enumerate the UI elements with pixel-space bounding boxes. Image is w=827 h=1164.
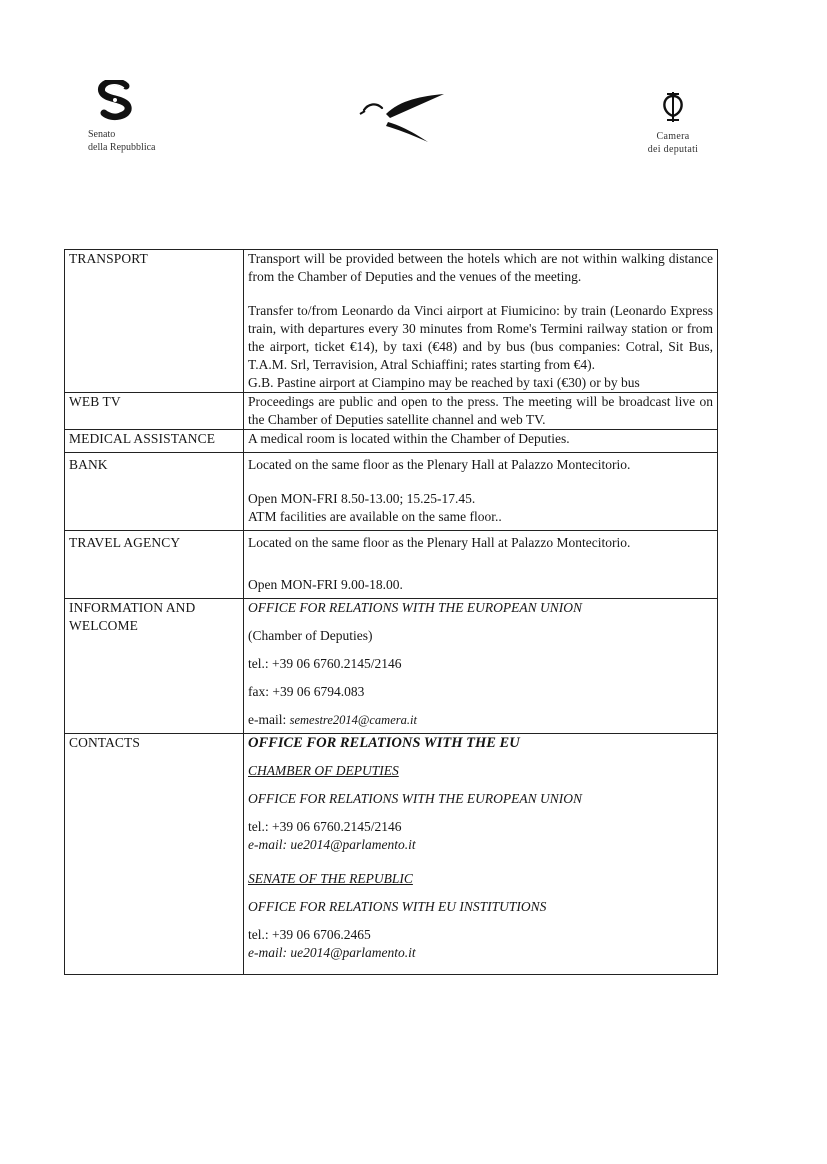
row-content-contacts (244, 734, 718, 975)
information-table (64, 249, 718, 975)
information-email-link[interactable]: semestre2014@camera.it (289, 713, 417, 727)
information-office: OFFICE FOR RELATIONS WITH THE EUROPEAN UNION (248, 600, 582, 615)
contacts-senate-email[interactable]: e-mail: ue2014@parlamento.it (248, 945, 416, 960)
information-chamber: (Chamber of Deputies) (248, 628, 373, 643)
row-label-information: INFORMATION AND WELCOME (65, 599, 244, 734)
row-label-travel: TRAVEL AGENCY (65, 531, 244, 599)
row-content-bank (244, 453, 718, 531)
medical-paragraph: A medical room is located within the Chamber of Deputies. (248, 431, 570, 446)
senato-caption-line2: della Repubblica (88, 142, 156, 153)
senato-logo (88, 80, 198, 153)
table-row-contacts (65, 734, 718, 975)
camera-emblem-icon (658, 90, 688, 124)
webtv-paragraph: Proceedings are public and open to the press. The meeting will be broadcast live on the Chamber of Deputies satellite channel and web TV. (248, 394, 713, 427)
information-email-label: e-mail: (248, 712, 290, 727)
senato-emblem-icon (88, 80, 144, 122)
table-row-travel (65, 531, 718, 599)
table-row-information (65, 599, 718, 734)
row-label-medical: MEDICAL ASSISTANCE (65, 430, 244, 453)
row-label-bank: BANK (65, 453, 244, 531)
contacts-chamber-office: OFFICE FOR RELATIONS WITH THE EUROPEAN UNION (248, 791, 582, 806)
travel-hours: Open MON-FRI 9.00-18.00. (248, 577, 403, 592)
information-email-line (248, 711, 713, 729)
information-fax: fax: +39 06 6794.083 (248, 684, 365, 699)
contacts-senate-tel: tel.: +39 06 6706.2465 (248, 927, 371, 942)
row-content-travel (244, 531, 718, 599)
table-row-webtv (65, 393, 718, 430)
table-row-bank (65, 453, 718, 531)
presidency-logo (356, 90, 448, 150)
row-content-transport (244, 250, 718, 393)
transport-paragraph-fiumicino: Transfer to/from Leonardo da Vinci airport at Fiumicino: by train (Leonardo Express train, with departures every 30 minutes from Rome's Termini railway station or from the airport, ticket €14), by taxi (€48) and by bus (bus companies: Cotral, Sit Bus, T.A.M. Srl, Terravision, Atral Schiaffini; rates starting from €4). (248, 303, 713, 372)
contacts-senate-office: OFFICE FOR RELATIONS WITH EU INSTITUTIONS (248, 899, 547, 914)
table-row-medical (65, 430, 718, 453)
camera-caption-line1: Camera (656, 131, 690, 142)
bank-location: Located on the same floor as the Plenary Hall at Palazzo Montecitorio. (248, 457, 631, 472)
row-label-webtv: WEB TV (65, 393, 244, 430)
travel-location: Located on the same floor as the Plenary Hall at Palazzo Montecitorio. (248, 535, 631, 550)
transport-paragraph-hotels: Transport will be provided between the hotels which are not within walking distance from the Chamber of Deputies and the venues of the meeting. (248, 251, 713, 284)
table-row-transport (65, 250, 718, 393)
contacts-chamber-heading: CHAMBER OF DEPUTIES (248, 763, 399, 778)
swallow-logo-icon (356, 90, 448, 150)
contacts-chamber-tel: tel.: +39 06 6760.2145/2146 (248, 819, 402, 834)
row-content-webtv (244, 393, 718, 430)
bank-atm: ATM facilities are available on the same floor.. (248, 509, 502, 524)
row-label-contacts: CONTACTS (65, 734, 244, 975)
transport-paragraph-ciampino: G.B. Pastine airport at Ciampino may be reached by taxi (€30) or by bus (248, 375, 640, 390)
camera-logo (628, 90, 718, 155)
contacts-chamber-email[interactable]: e-mail: ue2014@parlamento.it (248, 837, 416, 852)
row-label-transport: TRANSPORT (65, 250, 244, 393)
bank-hours: Open MON-FRI 8.50-13.00; 15.25-17.45. (248, 491, 476, 506)
row-content-information (244, 599, 718, 734)
contacts-heading: OFFICE FOR RELATIONS WITH THE EU (248, 735, 520, 751)
senato-caption-line1: Senato (88, 129, 116, 140)
information-tel: tel.: +39 06 6760.2145/2146 (248, 656, 402, 671)
row-content-medical (244, 430, 718, 453)
contacts-senate-heading: SENATE OF THE REPUBLIC (248, 871, 413, 886)
camera-caption-line2: dei deputati (647, 144, 699, 155)
